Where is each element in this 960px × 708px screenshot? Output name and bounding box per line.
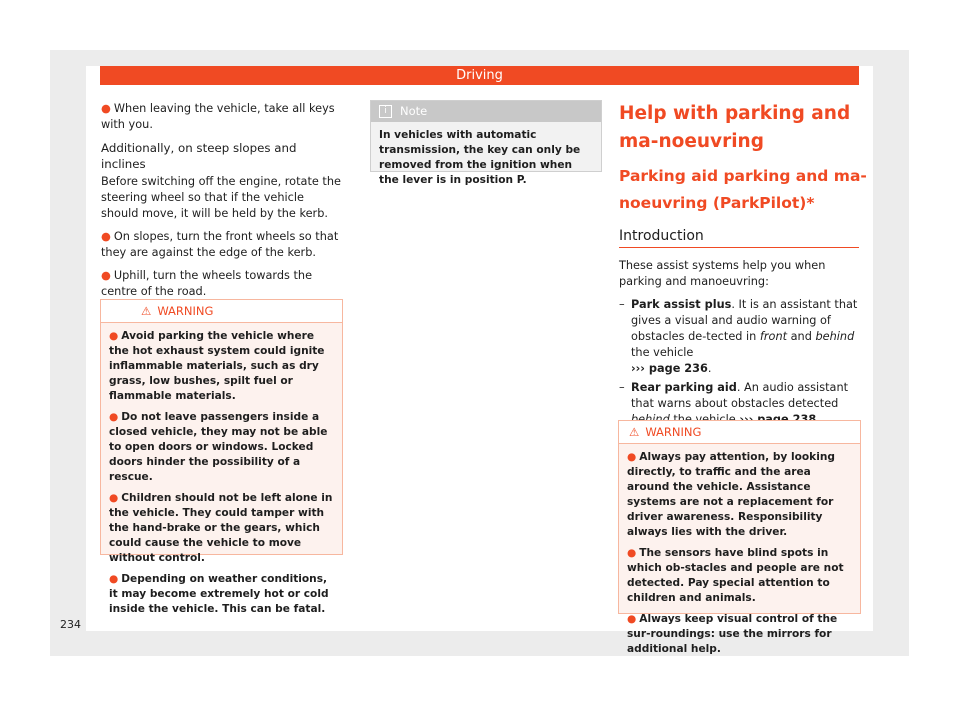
warning-body (619, 444, 860, 657)
warning-triangle-icon: ⚠ (141, 304, 152, 318)
right-column (619, 258, 862, 435)
info-icon: i (379, 105, 392, 118)
subsection-title: Introduction (619, 226, 859, 248)
bullet-icon: ● (101, 102, 111, 115)
paragraph: Before switching off the engine, rotate the steering wheel so that if the vehicle should move, it will be held by the kerb. (101, 175, 341, 220)
warning-triangle-icon: ⚠ (629, 425, 640, 439)
page-title: Help with parking and ma-noeuvring (619, 103, 851, 152)
list-item: ● Children should not be left alone in the vehicle. They could tamper with the hand-brake or the gears, which could cause the vehicle to move without control. (109, 492, 333, 564)
warning-body (101, 323, 342, 617)
list-item: ● Always keep visual control of the sur-roundings: use the mirrors for additional help. (627, 613, 838, 655)
note-header: i Note (371, 101, 601, 122)
list-item: ● Always pay attention, by looking directly, to traffic and the area around the vehicle. Assistance systems are not a replacement for driver awareness. Responsibility always lies with the driver. (627, 451, 835, 538)
warning-box (100, 299, 343, 615)
warning-header: ⚠ WARNING (619, 421, 860, 444)
warning-box (618, 420, 861, 655)
note-box (370, 100, 602, 186)
list-item: ● When leaving the vehicle, take all keys with you. (101, 102, 335, 131)
bullet-icon: ● (101, 230, 111, 243)
list-item: ● Do not leave passengers inside a closed vehicle, they may not be able to open doors or windows. Locked doors hinder the possibility of a rescue. (109, 411, 328, 483)
list-item: ● Avoid parking the vehicle where the hot exhaust system could ignite inflammable materials, such as dry grass, low bushes, spilt fuel or flammable materials. (109, 330, 325, 402)
section-title: Parking aid parking and ma-noeuvring (ParkPilot)* (619, 167, 867, 212)
warning-header: ⚠ WARNING (101, 300, 342, 323)
sub-heading: Additionally, on steep slopes and inclines (101, 141, 297, 171)
page-number: 234 (60, 618, 81, 631)
page-link[interactable]: ››› page 236 (631, 362, 708, 375)
list-item: ● On slopes, turn the front wheels so that they are against the edge of the kerb. (101, 230, 339, 259)
list-item: – Rear parking aid. An audio assistant that warns about obstacles detected (619, 380, 862, 428)
intro-text: These assist systems help you when parking and manoeuvring: (619, 259, 826, 288)
note-text: In vehicles with automatic transmission, the key can only be removed from the ignition when the lever is in position P. (379, 129, 581, 186)
section-header: Driving (100, 66, 859, 85)
list-item: ● Depending on weather conditions, it may become extremely hot or cold inside the vehicle. This can be fatal. (109, 573, 329, 615)
bullet-icon: ● (101, 269, 111, 282)
left-column (101, 101, 344, 307)
list-item: ● Uphill, turn the wheels towards the centre of the road. (101, 269, 313, 298)
list-item: – Park assist plus. It is an assistant that gives a visual and audio warning of obstacles de-tected in front and behind the vehicle ››› page 236. (619, 298, 858, 375)
list-item: ● The sensors have blind spots in which ob-stacles and people are not detected. Pay special attention to children and animals. (627, 547, 844, 604)
